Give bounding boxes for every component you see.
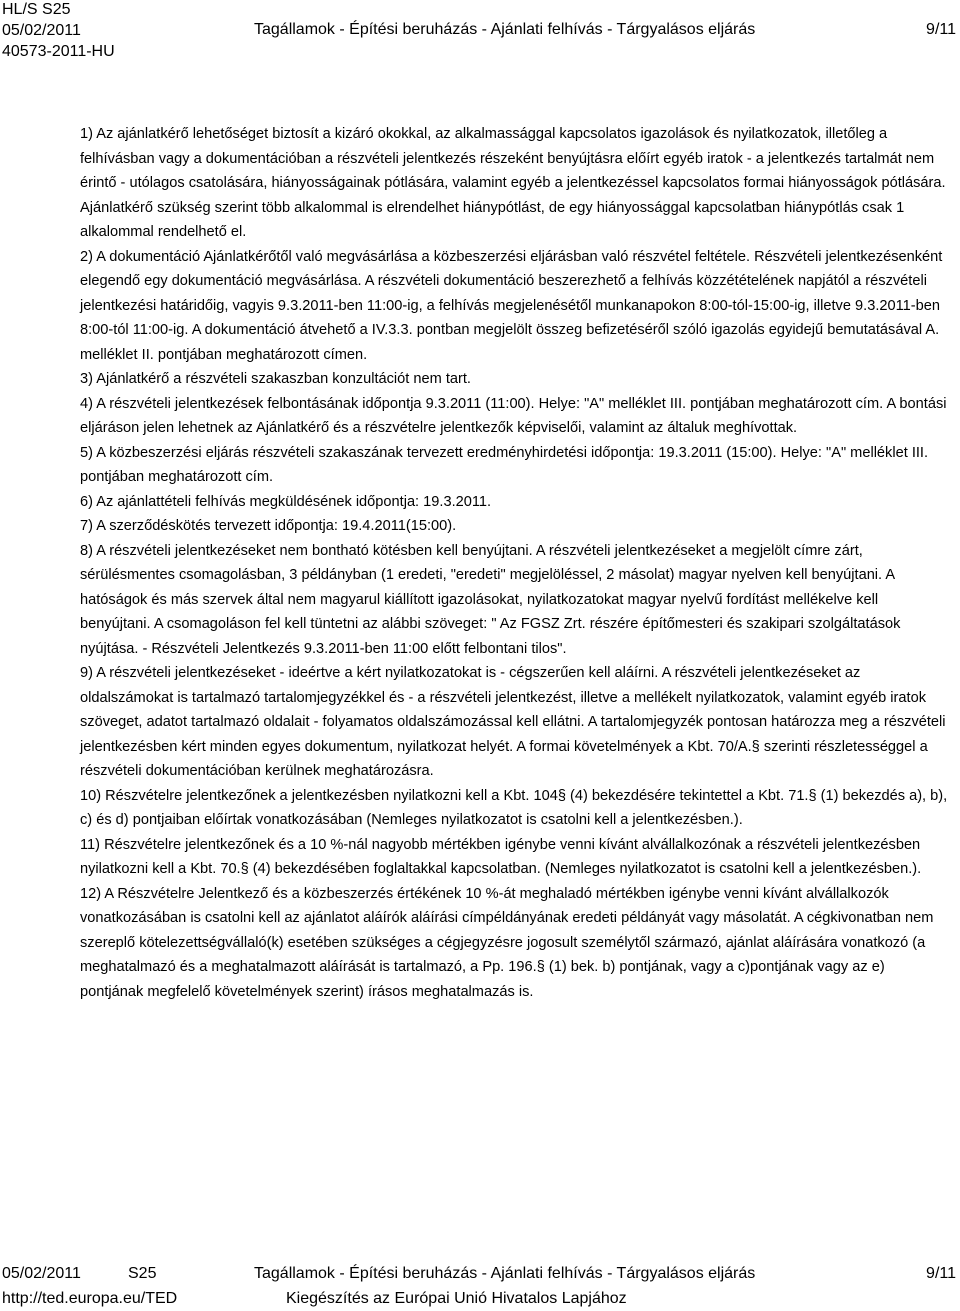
paragraph-8: 8) A részvételi jelentkezéseket nem bontható kötésben kell benyújtani. A részvételi jelentkezéseket a megjelölt címre zárt, sérülésmentes csomagolásban, 3 példányban (1 eredeti, "eredeti" megjelöléssel, 2 másolat) magyar nyelven kell benyújtani. A hatóságok és más szervek által nem magyarul kiállított igazolásokat, nyilatkozatokat magyar nyelvű fordítást mellékelve kell benyújtani. A csomagoláson fel kell tüntetni az alábbi szöveget: " Az FGSZ Zrt. részére építőmesteri és szakipari szolgáltatások nyújtása. - Részvételi Jelentkezés 9.3.2011-ben 11:00 előtt felbontani tilos". [80, 542, 901, 657]
footer-url[interactable]: http://ted.europa.eu/TED [2, 1290, 178, 1307]
header-page-number: 9/11 [926, 21, 956, 38]
paragraph-12: 12) A Részvételre Jelentkező és a közbeszerzés értékének 10 %-át meghaladó mértékben igénybe venni kívánt alvállalkozók vonatkozásában is csatolni kell az ajánlatot aláírók aláírási címpéldányának eredeti példányát vagy másolatát. A cégkivonatban nem szereplő kötelezettségvállaló(k) esetében szükséges a cégjegyzésre jogosult személytől származó, ajánlat aláírására vonatkozó (a meghatalmazó és a meghatalmazott aláírását is tartalmazó, a Pp. 196.§ (1) bek. b) pontjának, vagy a c)pontjának vagy az e) pontjának megfelelő követelmények szerint) írásos meghatalmazás is. [80, 885, 934, 1000]
doc-code: HL/S S25 [2, 1, 71, 18]
paragraph-11: 11) Részvételre jelentkezőnek és a 10 %-nál nagyobb mértékben igénybe venni kívánt alvállalkozónak a részvételi jelentkezésben nyilatkozni kell a Kbt. 70.§ (4) bekezdésében foglaltakkal kapcsolatban. (Nemleges nyilatkozatot is csatolni kell a jelentkezésben.). [80, 836, 922, 877]
paragraph-3: 3) Ajánlatkérő a részvételi szakaszban konzultációt nem tart. [80, 371, 471, 387]
document-body [80, 122, 952, 1004]
footer-title: Tagállamok - Építési beruházás - Ajánlati felhívás - Tárgyalásos eljárás [254, 1265, 756, 1282]
paragraph-6: 6) Az ajánlattételi felhívás megküldésének időpontja: 19.3.2011. [80, 493, 492, 510]
paragraph-4: 4) A részvételi jelentkezések felbontásának időpontja 9.3.2011 (11:00). Helye: "A" melléklet III. pontjában meghatározott cím. A bontási eljáráson jelen lehetnek az Ajánlatkérő és a részvételre jelentkezők képviselői, valamint az általuk meghívottak. [80, 395, 947, 436]
paragraph-2: 2) A dokumentáció Ajánlatkérőtől való megvásárlása a közbeszerzési eljárásban való részvétel feltétele. Részvételi jelentkezésenként elegendő egy dokumentáció megvásárlása. A részvételi dokumentáció beszerezhető a felhívás közzétételének napjától a részvételi jelentkezési határidőig, vagyis 9.3.2011-ben 11:00-ig, a felhívás megjelenésétől munkanapokon 8:00-tól-15:00-ig, illetve 9.3.2011-ben 8:00-tól 11:00-ig. A dokumentáció átvehető a IV.3.3. pontban megjelölt összeg befizetéséről szóló igazolás egyidejű bemutatásával A. melléklet II. pontjában meghatározott címen. [80, 248, 943, 363]
footer-series: S25 [128, 1265, 157, 1282]
header-reference: 40573-2011-HU [2, 43, 115, 60]
page-footer [0, 1262, 960, 1311]
paragraph-9: 9) A részvételi jelentkezéseket - ideértve a kért nyilatkozatokat is - cégszerűen kell aláírni. A részvételi jelentkezéseket az oldalszámokat is tartalmazó tartalomjegyzékkel és - a részvételi jelentkezést, illetve a mellékelt nyilatkozatok, valamint egyéb iratok szöveget, adatot tartalmazó oldalait - folyamatos oldalszámozással kell ellátni. A tartalomjegyzék pontosan határozza meg a részvételi jelentkezésben kért minden egyes dokumentum, nyilatkozat helyét. A formai követelmények a Kbt. 70/A.§ szerinti részletességgel a részvételi dokumentációban kerülnek meghatározásra. [80, 665, 946, 779]
footer-publisher: Kiegészítés az Európai Unió Hivatalos Lapjához [286, 1290, 627, 1307]
paragraph-7: 7) A szerződéskötés tervezett időpontja: 19.4.2011(15:00). [80, 518, 457, 534]
header-title: Tagállamok - Építési beruházás - Ajánlati felhívás - Tárgyalásos eljárás [254, 21, 756, 38]
paragraph-1: 1) Az ajánlatkérő lehetőséget biztosít a kizáró okokkal, az alkalmassággal kapcsolatos igazolások és nyilatkozatok, illetőleg a felhívásban vagy a dokumentációban a részvételi jelentkezés részeként benyújtásra előírt egyéb iratok - a jelentkezés tartalmát nem érintő - utólagos csatolására, hiányosságainak pótlására, valamint egyéb a jelentkezéssel kapcsolatos formai hiányosságok pótlására. Ajánlatkérő szükség szerint több alkalommal is elrendelhet hiánypótlást, de egy hiányossággal kapcsolatban hiánypótlás csak 1 alkalommal rendelhető el. [80, 126, 946, 240]
paragraph-10: 10) Részvételre jelentkezőnek a jelentkezésben nyilatkozni kell a Kbt. 104§ (4) bekezdésére tekintettel a Kbt. 71.§ (1) bekezdés a), b), c) és d) pontjaiban előírtak vonatkozásában (Nemleges nyilatkozatot is csatolni kell a jelentkezésben.). [80, 787, 948, 828]
paragraph-5: 5) A közbeszerzési eljárás részvételi szakaszának tervezett eredményhirdetési időpontja: 19.3.2011 (15:00). Helye: "A" melléklet III. pontjában meghatározott cím. [80, 444, 929, 485]
footer-date: 05/02/2011 [2, 1265, 81, 1282]
header-date: 05/02/2011 [2, 22, 81, 39]
page-header [0, 0, 960, 70]
footer-page-number: 9/11 [926, 1265, 956, 1282]
